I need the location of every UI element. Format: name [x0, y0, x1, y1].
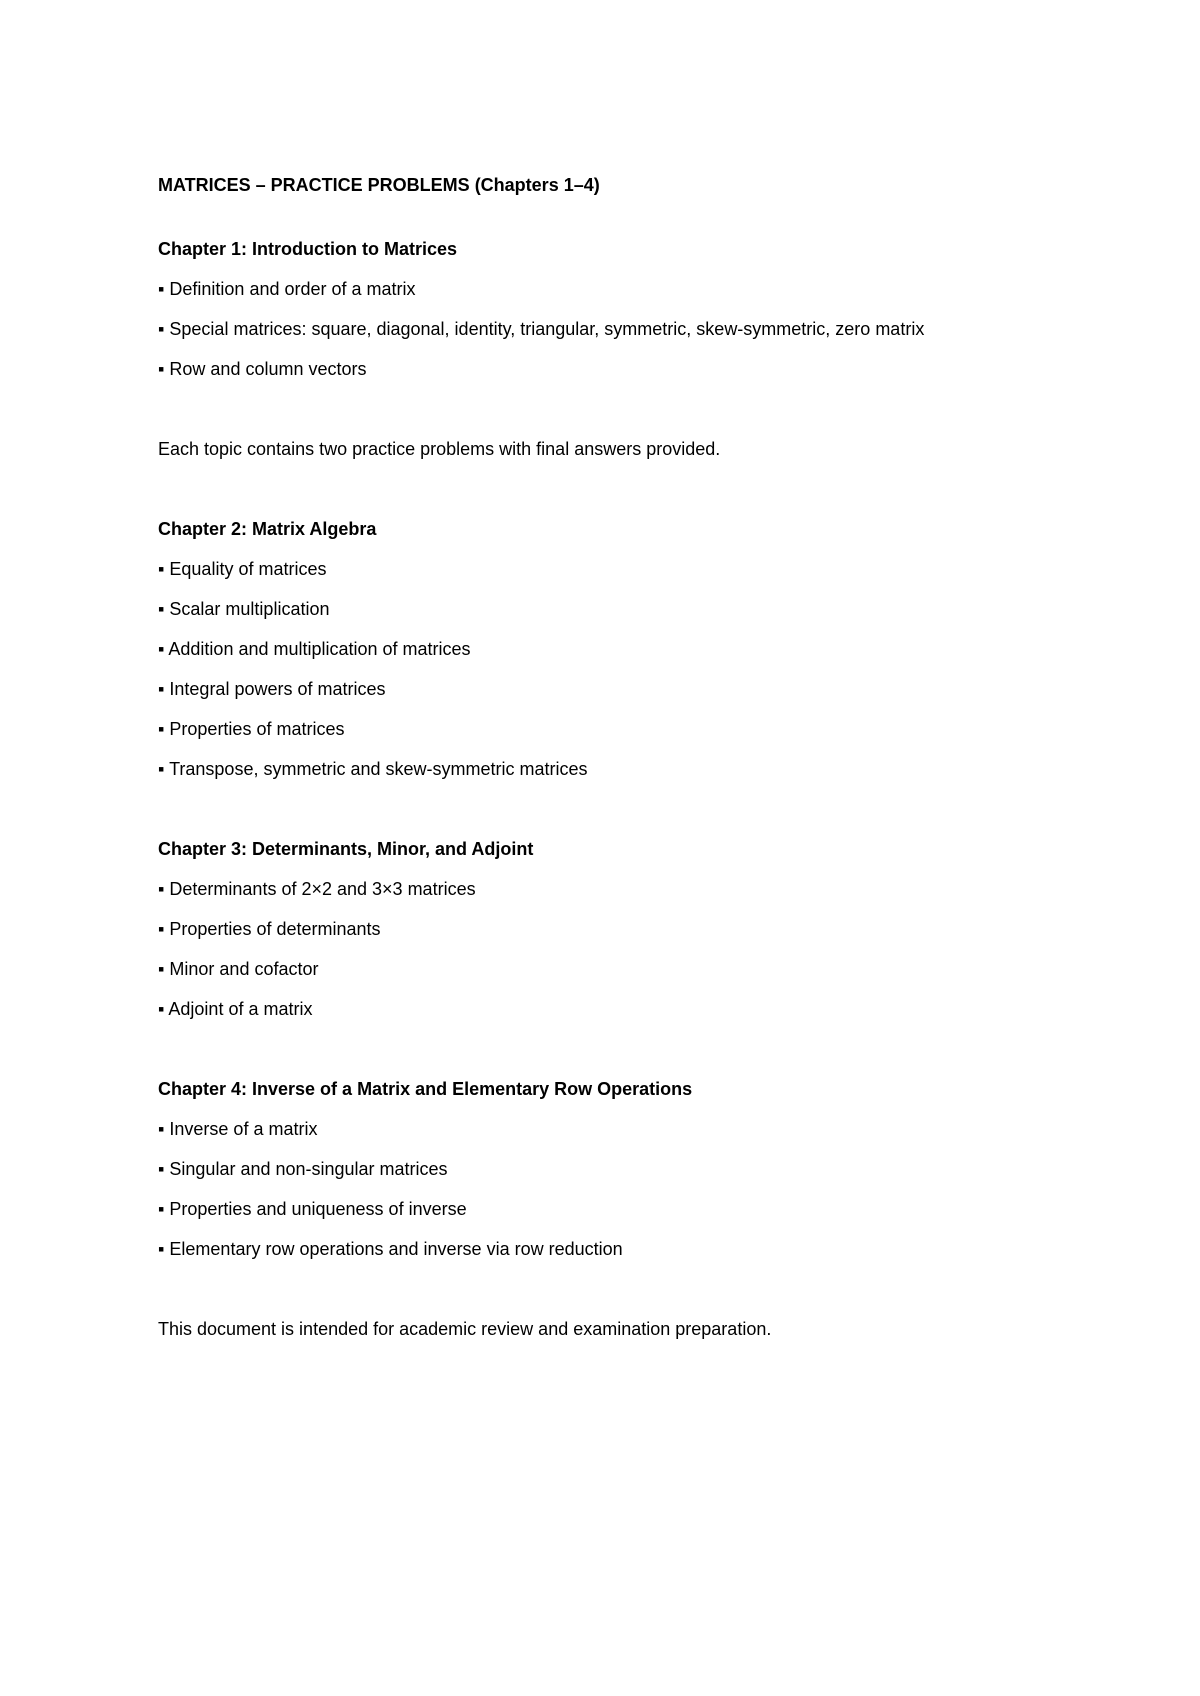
chapter-4-heading: Chapter 4: Inverse of a Matrix and Elementary Row Operations — [158, 1079, 693, 1099]
bullet-icon: ▪ — [158, 1119, 165, 1139]
list-item: ▪ Singular and non-singular matrices — [158, 1159, 448, 1179]
list-item: ▪ Inverse of a matrix — [158, 1119, 318, 1139]
list-item: ▪ Equality of matrices — [158, 559, 327, 579]
bullet-icon: ▪ — [158, 919, 165, 939]
bullet-icon: ▪ — [158, 319, 165, 339]
chapter-2-heading: Chapter 2: Matrix Algebra — [158, 519, 377, 539]
list-item: ▪ Properties and uniqueness of inverse — [158, 1199, 467, 1219]
closing-note: This document is intended for academic review and examination preparation. — [158, 1319, 772, 1339]
list-item: ▪ Minor and cofactor — [158, 959, 319, 979]
list-item: ▪ Elementary row operations and inverse via row reduction — [158, 1239, 623, 1259]
bullet-icon: ▪ — [158, 1199, 165, 1219]
practice-note: Each topic contains two practice problems with final answers provided. — [158, 439, 721, 459]
list-item: ▪ Properties of determinants — [158, 919, 381, 939]
document-title: MATRICES – PRACTICE PROBLEMS (Chapters 1–4) — [158, 175, 600, 195]
bullet-icon: ▪ — [158, 679, 165, 699]
bullet-icon: ▪ — [158, 599, 165, 619]
chapter-3-heading: Chapter 3: Determinants, Minor, and Adjoint — [158, 839, 534, 859]
list-item: ▪ Definition and order of a matrix — [158, 279, 416, 299]
bullet-icon: ▪ — [158, 279, 165, 299]
list-item: ▪ Determinants of 2×2 and 3×3 matrices — [158, 879, 476, 899]
document-content — [158, 174, 1058, 1340]
bullet-icon: ▪ — [158, 1239, 165, 1259]
list-item: ▪ Adjoint of a matrix — [158, 999, 313, 1019]
list-item: ▪ Integral powers of matrices — [158, 679, 386, 699]
list-item: ▪ Transpose, symmetric and skew-symmetric matrices — [158, 759, 588, 779]
list-item: ▪ Properties of matrices — [158, 719, 345, 739]
bullet-icon: ▪ — [158, 719, 165, 739]
bullet-icon: ▪ — [158, 359, 165, 379]
list-item: ▪ Special matrices: square, diagonal, identity, triangular, symmetric, skew-symmetric, zero matrix — [158, 319, 925, 339]
bullet-icon: ▪ — [158, 879, 165, 899]
bullet-icon: ▪ — [158, 759, 165, 779]
bullet-icon: ▪ — [158, 999, 165, 1019]
list-item: ▪ Scalar multiplication — [158, 599, 330, 619]
list-item: ▪ Row and column vectors — [158, 359, 367, 379]
bullet-icon: ▪ — [158, 559, 165, 579]
chapter-1-heading: Chapter 1: Introduction to Matrices — [158, 239, 458, 259]
list-item: ▪ Addition and multiplication of matrices — [158, 639, 471, 659]
bullet-icon: ▪ — [158, 639, 165, 659]
bullet-icon: ▪ — [158, 1159, 165, 1179]
bullet-icon: ▪ — [158, 959, 165, 979]
